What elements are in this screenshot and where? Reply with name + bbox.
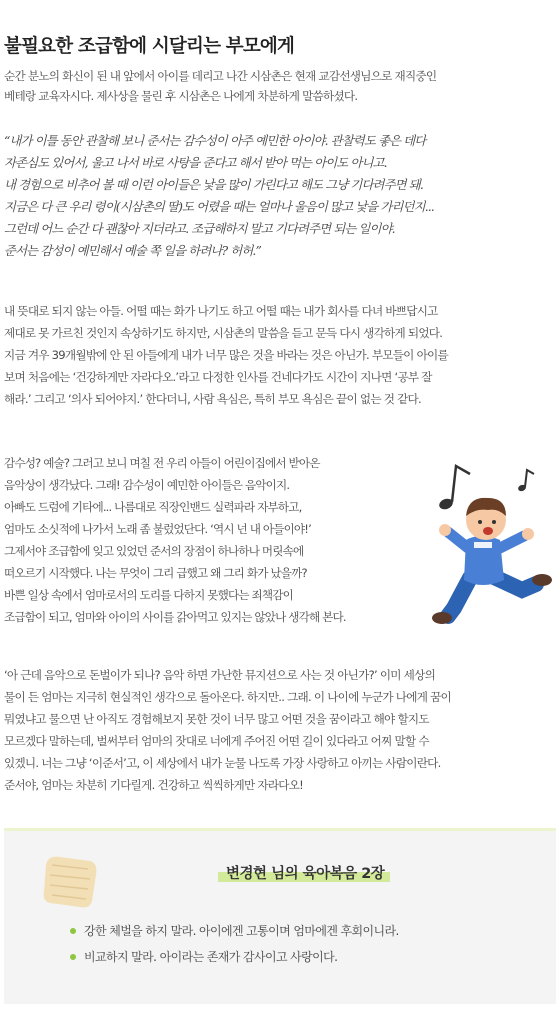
paragraph-line: 준서야, 엄마는 차분히 기다릴게. 건강하고 씩씩하게만 자라다오! [4, 778, 304, 792]
paragraph-line: 지금 겨우 39개월밖에 안 된 아들에게 내가 너무 많은 것을 바라는 것은 아닌가. 부모들이 아이를 [4, 348, 448, 362]
paragraph-line: ‘아 근데 음악으로 돈벌이가 되나? 음악 하면 가난한 뮤지션으로 사는 것 아닌가?’ 이미 세상의 [4, 668, 436, 682]
paragraph-line: 모르겠다 말하는데, 벌써부터 엄마의 잣대로 너에게 주어진 어떤 길이 있다라고 어찌 말할 수 [4, 734, 429, 748]
body-paragraph-4 [4, 664, 451, 796]
quote-line: 그런데 어느 순간 다 괜찮아 지더라고. 조급해하지 말고 기다려주면 되는 일이야. [4, 221, 395, 236]
body-paragraph-2 [4, 300, 448, 410]
tip-list [70, 918, 399, 970]
intro-paragraph [4, 66, 436, 106]
list-item [70, 918, 399, 944]
list-item-text: 강한 체벌을 하지 말라. 아이에겐 고통이며 엄마에겐 후회이니라. [84, 924, 399, 938]
tip-box-title-text: 변경현 님의 육아복음 2장 [226, 866, 385, 882]
paragraph-line: 아빠도 드럼에 기타에... 나름대로 직장인밴드 실력파라 자부하고, [4, 500, 302, 514]
paragraph-line: 보며 처음에는 ‘건강하게만 자라다오.’라고 다정한 인사를 건네다가도 시간이 지나면 ‘공부 잘 [4, 370, 432, 384]
paragraph-line: 해라.’ 그리고 ‘의사 되어야지.’ 한다더니, 사람 욕심은, 특히 부모 욕심은 끝이 없는 것 같다. [4, 392, 421, 406]
paragraph-line: 음악상이 생각났다. 그래! 감수성이 예민한 아이들은 음악이지. [4, 478, 290, 492]
tip-box [4, 828, 556, 1004]
paragraph-line: 물이 든 엄마는 지극히 현실적인 생각으로 돌아온다. 하지만.. 그래. 이 나이에 누군가 나에게 꿈이 [4, 690, 451, 704]
paragraph-line: 뭐였냐고 물으면 난 아직도 경험해보지 못한 것이 너무 많고 어떤 것을 꿈이라고 해야 할지도 [4, 712, 429, 726]
paragraph-line: 있겠니. 너는 그냥 ‘이준서’고, 이 세상에서 내가 눈물 나도록 가장 사랑하고 아끼는 사람이란다. [4, 756, 441, 770]
quote-line: 준서는 감성이 예민해서 예술 쪽 일을 하려나? 허허.” [4, 243, 261, 258]
bullet-dot-icon [70, 954, 76, 960]
paragraph-line: 엄마도 소싯적에 나가서 노래 좀 불렀었단다. ‘역시 넌 내 아들이야!’ [4, 522, 311, 536]
bullet-dot-icon [70, 928, 76, 934]
list-item-text: 비교하지 말라. 아이라는 존재가 감사이고 사랑이다. [84, 950, 338, 964]
cushion-pad-illustration [40, 851, 100, 911]
paragraph-line: 감수성? 예술? 그러고 보니 며칠 전 우리 아들이 어린이집에서 받아온 [4, 456, 320, 470]
tip-box-title [226, 862, 384, 883]
intro-line: 베테랑 교육자시다. 제사상을 물린 후 시삼촌은 나에게 차분하게 말씀하셨다. [4, 89, 358, 103]
paragraph-line: 제대로 못 가르친 것인지 속상하기도 하지만, 시삼촌의 말씀을 듣고 문득 다시 생각하게 되었다. [4, 326, 443, 340]
intro-line: 순간 분노의 화신이 된 내 앞에서 아이를 데리고 나간 시삼촌은 현재 교감선생님으로 재직중인 [4, 69, 437, 83]
paragraph-line: 조급함이 되고, 엄마와 아이의 사이를 갉아먹고 있지는 않았나 생각해 본다. [4, 610, 346, 624]
paragraph-line: 바쁜 일상 속에서 엄마로서의 도리를 다하지 못했다는 죄책감이 [4, 588, 293, 602]
quote-line: “내가 이틀 동안 관찰해 보니 준서는 감수성이 아주 예민한 아이야. 관찰력도 좋은 데다 [4, 133, 426, 148]
paragraph-line: 그제서야 조급함에 잊고 있었던 준서의 장점이 하나하나 머릿속에 [4, 544, 304, 558]
quote-line: 내 경험으로 비추어 볼 때 이런 아이들은 낯을 많이 가린다고 해도 그냥 기다려주면 돼. [4, 177, 423, 192]
quote-line: 지금은 다 큰 우리 령이(시삼촌의 딸)도 어렸을 때는 얼마나 울음이 많고 낯을 가리던지... [4, 199, 434, 214]
list-item [70, 944, 399, 970]
quote-line: 자존심도 있어서, 울고 나서 바로 사탕을 준다고 해서 받아 먹는 아이도 아니고. [4, 155, 387, 170]
singing-boy-illustration [418, 458, 558, 630]
body-paragraph-3 [4, 452, 346, 628]
page-title: 불필요한 조급함에 시달리는 부모에게 [4, 36, 295, 57]
music-note-icon [517, 470, 534, 492]
music-note-icon [438, 466, 470, 511]
paragraph-line: 떠오르기 시작했다. 나는 무엇이 그리 급했고 왜 그리 화가 났을까? [4, 566, 307, 580]
paragraph-line: 내 뜻대로 되지 않는 아들. 어떨 때는 화가 나기도 하고 어떨 때는 내가 회사를 다녀 바쁘답시고 [4, 304, 438, 318]
quote-block [4, 130, 434, 262]
